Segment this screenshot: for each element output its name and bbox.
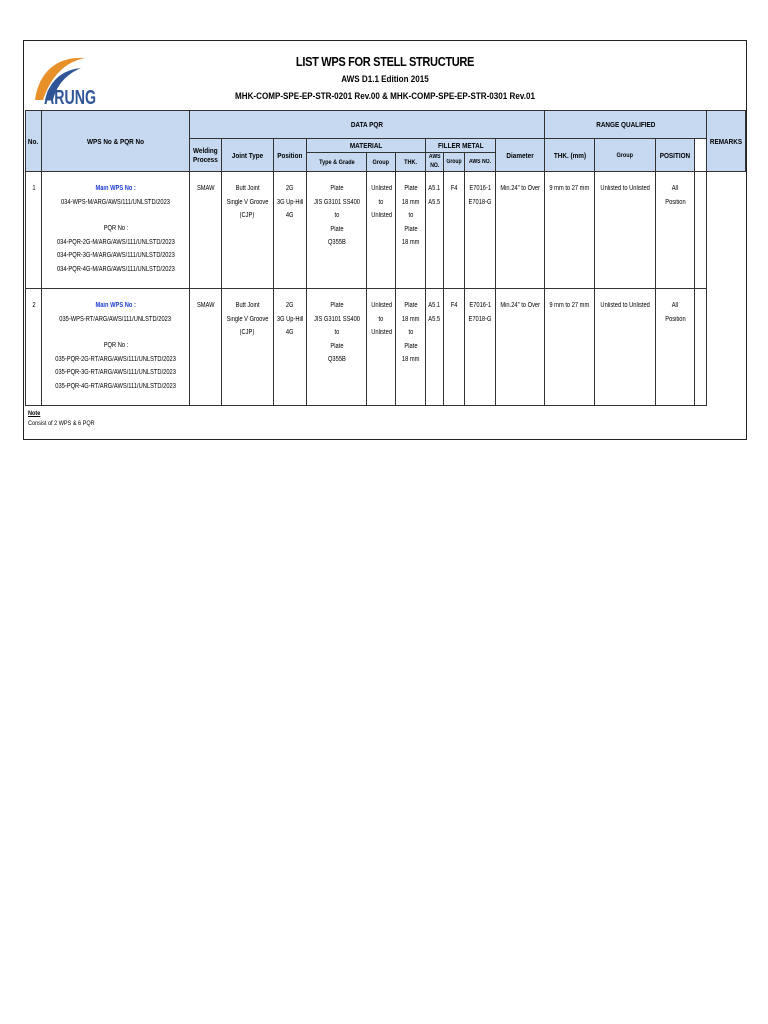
col-thk: THK. bbox=[396, 153, 426, 172]
main-wps-label: Main WPS No : bbox=[95, 185, 136, 192]
col-rq-thk: THK. (mm) bbox=[545, 139, 595, 172]
main-wps-label: Main WPS No : bbox=[95, 302, 136, 309]
col-wps-pqr: WPS No & PQR No bbox=[41, 111, 189, 172]
col-filler-metal: FILLER METAL bbox=[425, 139, 495, 153]
pqr-number: 034-PQR-2G-M/ARG/AWS/111/UNLSTD/2023 bbox=[56, 238, 175, 246]
col-aws-no-2: AWS NO. bbox=[465, 153, 496, 172]
note-text: Consist of 2 WPS & 6 PQR bbox=[28, 420, 95, 427]
note-title: Note bbox=[28, 410, 41, 417]
note-section bbox=[28, 409, 106, 429]
remarks-cell bbox=[695, 289, 707, 406]
col-rq-group: Group bbox=[595, 139, 656, 172]
table-row: 1 Main WPS No : 034-WPS-M/ARG/AWS/111/UNLSTD/2023 PQR No : 034-PQR-2G-M/ARG/AWS/111/UNLSTD/2023 034-PQR-3G-M/ARG/AWS/111/UNLSTD/2023 034-PQR-4G-M/ARG/AWS/111/UNLSTD/2023 SMAW Butt Joint Single V Groove (CJP) 2G 3G Up-Hill 4G Plate JIS G3101 SS400 to Plate Q355B Unlisted to Unlisted Plate 18 mm to Plate 18 mm A5.1 A5.5 F4 E7016-1 E7018-G Min.24" to Over 9 mm to 27 mm Unlisted to Unlisted All Position bbox=[26, 172, 746, 289]
col-material-group: Group bbox=[367, 153, 396, 172]
pqr-number: 035-PQR-4G-RT/ARG/AWS/111/UNLSTD/2023 bbox=[55, 382, 176, 390]
pqr-label: PQR No : bbox=[103, 225, 128, 232]
col-aws-no-1: AWS NO. bbox=[425, 153, 443, 172]
col-material: MATERIAL bbox=[307, 139, 426, 153]
wps-table bbox=[25, 110, 746, 406]
document-header bbox=[25, 42, 745, 110]
main-wps-number: 035-WPS-RT/ARG/AWS/111/UNLSTD/2023 bbox=[59, 315, 172, 323]
document-reference: MHK-COMP-SPE-EP-STR-0201 Rev.00 & MHK-COMP-SPE-EP-STR-0301 Rev.01 bbox=[235, 91, 535, 102]
col-range-qualified: RANGE QUALIFIED bbox=[545, 111, 707, 139]
col-remarks: REMARKS bbox=[707, 111, 746, 172]
col-joint-type: Joint Type bbox=[221, 139, 273, 172]
logo-text: ARUNG bbox=[44, 87, 96, 109]
pqr-number: 035-PQR-2G-RT/ARG/AWS/111/UNLSTD/2023 bbox=[55, 355, 176, 363]
col-no: No. bbox=[26, 111, 42, 172]
col-rq-position: POSITION bbox=[656, 139, 695, 172]
col-welding-process: Welding Process bbox=[190, 139, 222, 172]
page-title: LIST WPS FOR STELL STRUCTURE bbox=[295, 54, 475, 69]
table-row: 2 Main WPS No : 035-WPS-RT/ARG/AWS/111/UNLSTD/2023 PQR No : 035-PQR-2G-RT/ARG/AWS/111/UNLSTD/2023 035-PQR-3G-RT/ARG/AWS/111/UNLSTD/2023 035-PQR-4G-RT/ARG/AWS/111/UNLSTD/2023 SMAW Butt Joint Single V Groove (CJP) 2G 3G Up-Hill 4G Plate JIS G3101 SS400 to Plate Q355B Unlisted to Unlisted Plate 18 mm to Plate 18 mm A5.1 A5.5 F4 E7016-1 E7018-G Min.24" to Over 9 mm to 27 mm Unlisted to Unlisted All Position bbox=[26, 289, 746, 406]
col-type-grade: Type & Grade bbox=[307, 153, 367, 172]
document-sheet bbox=[23, 40, 747, 440]
col-data-pqr: DATA PQR bbox=[190, 111, 545, 139]
pqr-number: 034-PQR-4G-M/ARG/AWS/111/UNLSTD/2023 bbox=[56, 265, 175, 273]
pqr-number: 035-PQR-3G-RT/ARG/AWS/111/UNLSTD/2023 bbox=[55, 369, 176, 376]
main-wps-number: 034-WPS-M/ARG/AWS/111/UNLSTD/2023 bbox=[61, 198, 171, 206]
remarks-cell bbox=[695, 172, 707, 289]
pqr-number: 034-PQR-3G-M/ARG/AWS/111/UNLSTD/2023 bbox=[56, 252, 175, 259]
page-subtitle: AWS D1.1 Edition 2015 bbox=[341, 74, 429, 85]
pqr-label: PQR No : bbox=[103, 342, 128, 349]
col-position: Position bbox=[273, 139, 306, 172]
col-diameter: Diameter bbox=[495, 139, 544, 172]
col-fm-group: Group bbox=[444, 153, 465, 172]
